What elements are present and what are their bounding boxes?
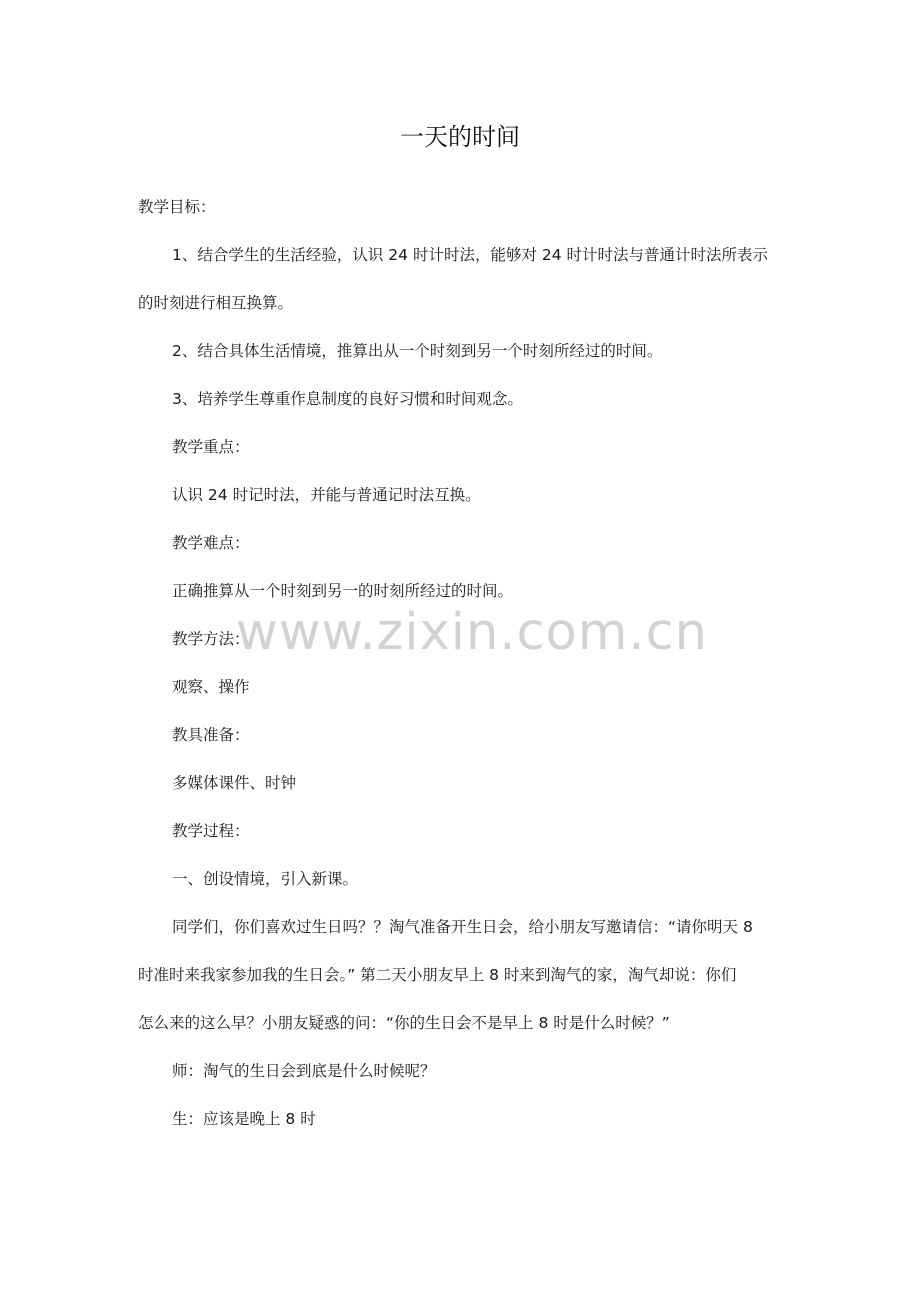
paragraph-key-points-heading: 教学重点： xyxy=(172,438,250,456)
paragraph-story-line-1: 同学们，你们喜欢过生日吗？？淘气准备开生日会，给小朋友写邀请信：“请你明天 8 xyxy=(172,918,753,936)
paragraph-goal-1-continued: 的时刻进行相互换算。 xyxy=(138,294,294,312)
document-title: 一天的时间 xyxy=(400,123,520,151)
paragraph-story-line-3: 怎么来的这么早？小朋友疑惑的问：“你的生日会不是早上 8 时是什么时候？” xyxy=(138,1014,670,1032)
paragraph-story-line-2: 时准时来我家参加我的生日会。” 第二天小朋友早上 8 时来到淘气的家，淘气却说：你们 xyxy=(138,966,737,984)
paragraph-materials-heading: 教具准备： xyxy=(172,726,250,744)
paragraph-difficulties: 正确推算从一个时刻到另一的时刻所经过的时间。 xyxy=(172,582,514,600)
paragraph-goal-1: 1、结合学生的生活经验，认识 24 时计时法，能够对 24 时计时法与普通计时法所表示 xyxy=(172,246,769,264)
paragraph-materials: 多媒体课件、时钟 xyxy=(172,774,297,792)
paragraph-methods: 观察、操作 xyxy=(172,678,250,696)
paragraph-methods-heading: 教学方法： xyxy=(172,630,250,648)
paragraph-section-1-heading: 一、创设情境，引入新课。 xyxy=(172,870,359,888)
paragraph-student-answer: 生：应该是晚上 8 时 xyxy=(172,1110,316,1128)
paragraph-goal-3: 3、培养学生尊重作息制度的良好习惯和时间观念。 xyxy=(172,390,523,408)
paragraph-goal-2: 2、结合具体生活情境，推算出从一个时刻到另一个时刻所经过的时间。 xyxy=(172,342,663,360)
watermark-text: www.zixin.com.cn xyxy=(236,603,708,662)
paragraph-teacher-question: 师：淘气的生日会到底是什么时候呢？ xyxy=(172,1062,436,1080)
paragraph-key-points: 认识 24 时记时法，并能与普通记时法互换。 xyxy=(172,486,481,504)
paragraph-difficulties-heading: 教学难点： xyxy=(172,534,250,552)
paragraph-teaching-goals-heading: 教学目标： xyxy=(138,198,216,216)
paragraph-process-heading: 教学过程： xyxy=(172,822,250,840)
